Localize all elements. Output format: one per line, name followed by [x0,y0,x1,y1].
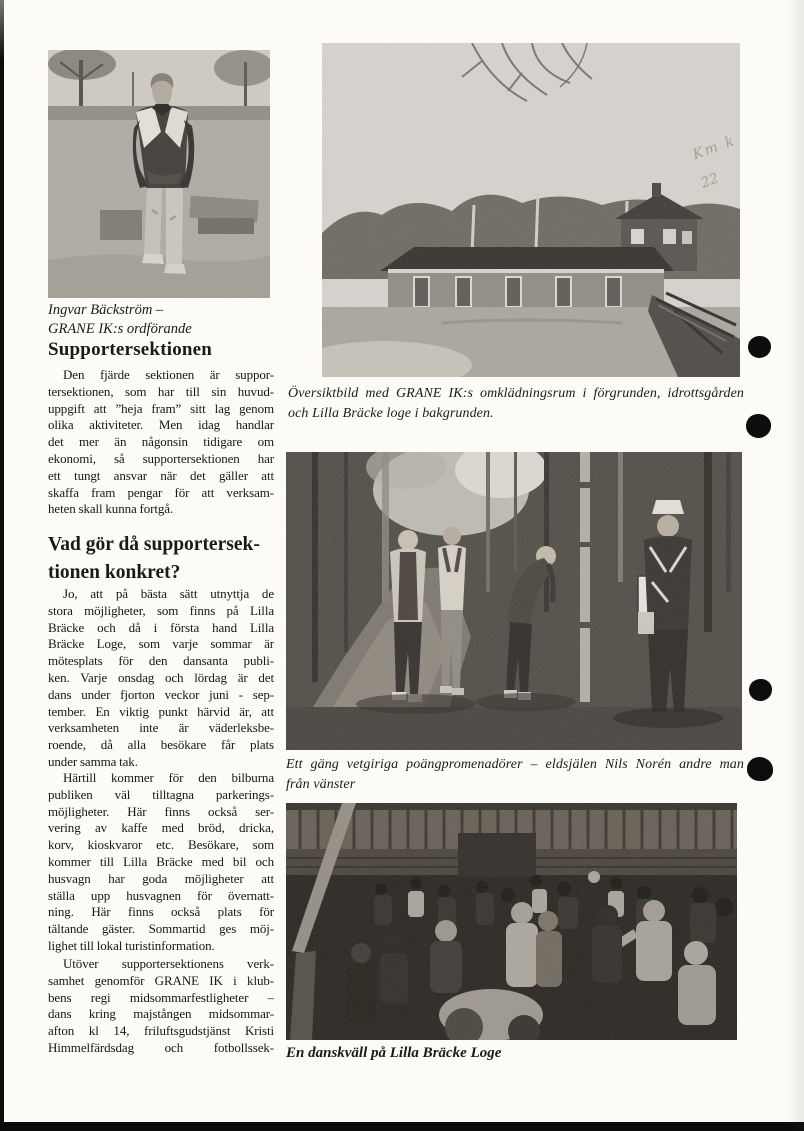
text-line: korv, kioskvaror etc. Besökare, som [48,837,274,853]
paragraph-supporter-1 [48,367,274,518]
text-line: Ingvar Bäckström – [48,302,164,318]
text-line: ekonomi, så supportersektionen har [48,450,274,466]
photo-walk-image [286,452,742,750]
text-line: tionen konkret? [48,562,181,583]
text-line: och Lilla Bräcke loge i bakgrunden. [288,406,494,421]
text-line: Vad gör då supportersek- [48,534,260,555]
text-line: ett tungt ansvar när det gäller att [48,467,274,483]
photo-ingvar-image [48,50,270,298]
text-line: tältande gäster. Sommartid ges möj- [48,921,274,937]
hole-punch-dot [747,757,773,781]
hole-punch-dot [748,336,771,358]
text-line: roende, då alla besökare får plats [48,737,274,753]
text-line: kommer till Lilla Bräcke med bil och [48,853,274,869]
text-line: Bräcke Loge, som varje sommar är [48,636,274,652]
hole-punch-dot [749,679,772,701]
text-line: möjligheter. Här finns också ser- [48,803,274,819]
scan-bottom-edge-bar [0,1122,804,1131]
text-line: Utöver supportersektionens verk- [63,956,274,971]
scan-left-edge-bar [0,0,4,1131]
text-line: mötesplats för den dansanta publi- [48,653,274,669]
text-line: Jo, att på bästa sätt utnyttja de [63,586,274,601]
text-line: husvagn har goda möjligheter att [48,870,274,886]
paragraph-konkret-2 [48,770,274,955]
handwritten-note: 22 [698,170,722,192]
text-line: Bräcke och då i första hand Lilla [48,619,274,635]
text-line: olika aktiviteter. Men idag handlar [48,417,274,433]
text-line: skaffa fram pengar för att verksam- [48,484,274,500]
text-line: Den fjärde sektionen är suppor- [63,367,274,382]
text-line: publiken väl tilltagna parkerings- [48,786,274,802]
text-line: ställa upp husvagnen för övernatt- [48,887,274,903]
text-line: tersektionen, som har till sin huvud- [48,383,274,399]
text-line: Himmelfärdsdag och fotbollssek- [48,1039,274,1055]
photo-danskvall [286,803,737,1040]
text-line: samhet genomför GRANE IK i klub- [48,972,274,988]
text-line: dans under fjorton veckor juni - sep- [48,686,274,702]
text-line: tember. En viktig punkt härvid är, att [48,703,274,719]
text-line: lighet till lokal turistinformation. [48,937,215,953]
text-line: Översiktbild med GRANE IK:s omklädningsrum i förgrunden, idrottsgården [288,386,744,401]
text-line: afton kl 14, friluftsgudstjänst Kristi [48,1023,274,1039]
text-line: Härtill kommer för den bilburna [63,770,274,785]
text-line: Ett gäng vetgiriga poängpromenadörer – eldsjälen Nils Norén andre man [286,757,744,772]
text-line: heten skall kunna fortgå. [48,501,174,517]
text-line: det mer än någonsin tidigare om [48,434,274,450]
photo-dance-image [286,803,737,1040]
text-line: vering av kaffe med bröd, dricka, [48,820,274,836]
paragraph-konkret-3 [48,956,274,1057]
caption-overview [288,384,744,424]
text-line: stora möjligheter, som finns på Lilla [48,602,274,618]
text-line: ning. Här finns också plats för [48,904,274,920]
handwritten-note: Km k [690,132,739,164]
caption-ingvar [48,301,274,339]
text-line: bens regi midsommarfestligheter – [48,989,274,1005]
paragraph-konkret-1 [48,586,274,771]
text-line: under samma tak. [48,753,138,769]
caption-dance: En danskväll på Lilla Bräcke Loge [286,1045,502,1061]
caption-walk [286,755,744,795]
heading-vad-gor [48,531,284,587]
photo-overview-image [322,43,740,377]
text-line: från vänster [286,777,356,792]
text-line: GRANE IK:s ordförande [48,321,192,337]
text-line: dans kring majstången midsommar- [48,1006,274,1022]
photo-poangpromenad [286,452,742,750]
text-line: verksamheten inte är väderleksbe- [48,720,274,736]
hole-punch-dot [744,412,772,439]
photo-overview-grane-ik [322,43,740,377]
photo-ingvar-backstrom [48,50,270,298]
scan-right-edge-shade [788,0,804,1131]
text-line: uppgift att ”heja fram” sitt lag genom [48,400,274,416]
heading-supportersektionen: Supportersektionen [48,339,213,360]
text-line: ken. Varje onsdag och lördag är det [48,669,274,685]
